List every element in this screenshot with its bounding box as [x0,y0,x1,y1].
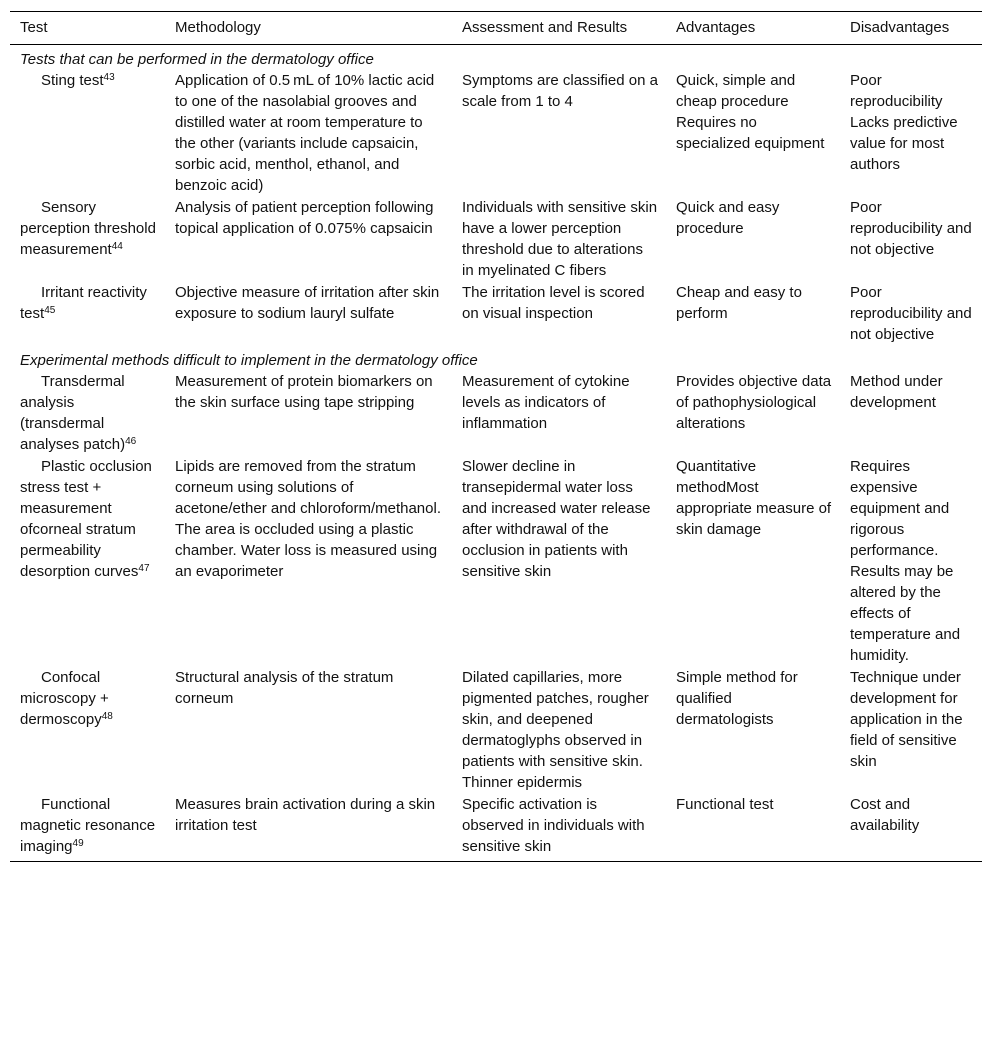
table-row [10,371,982,456]
header-assessment: Assessment and Results [452,12,666,45]
disadvantages-cell [840,282,982,346]
disadvantages-cell [840,667,982,794]
advantage-item: Quantitative methodMost appropriate measure of skin damage [676,458,832,538]
methodology-cell: Objective measure of irritation after skin exposure to sodium lauryl sulfate [175,284,440,322]
methodology-cell: Lipids are removed from the stratum corneum using solutions of acetone/ether and chloroform/methanol. The area is occluded using a plastic chamber. Water loss is measured using an evaporimeter [175,458,441,580]
assessment-cell: Dilated capillaries, more pigmented patches, rougher skin, and deepened dermatoglyphs observed in patients with sensitive skin. Thinner epidermis [462,669,649,791]
advantages-cell [666,456,840,667]
test-name: Confocal microscopy + dermoscopy$^{48}$ [20,669,113,728]
disadvantage-item: Poor reproducibility and not objective [850,199,972,258]
header-disadvantages: Disadvantages [840,12,982,45]
group-heading: Tests that can be performed in the dermatology office [20,51,374,68]
advantages-cell [666,794,840,862]
advantage-item: Requires no specialized equipment [676,114,825,152]
reference-number: 45 [44,305,56,316]
group-heading-row [10,45,982,71]
advantages-cell [666,70,840,197]
advantage-item: Quick and easy procedure [676,199,780,237]
table-body [10,45,982,862]
advantage-item: Cheap and easy to perform [676,284,802,322]
test-name: Plastic occlusion stress test + measurement ofcorneal stratum permeability desorption curves$^{47}$ [20,458,152,580]
advantages-cell [666,371,840,456]
disadvantages-cell [840,371,982,456]
assessment-cell: Specific activation is observed in individuals with sensitive skin [462,796,645,855]
table-row [10,197,982,282]
group-heading-row [10,346,982,371]
table-row [10,456,982,667]
disadvantages-cell [840,70,982,197]
header-test: Test [10,12,165,45]
disadvantages-cell [840,456,982,667]
table-wrapper [10,11,982,862]
disadvantage-item: Cost and availability [850,796,920,834]
advantage-item: Simple method for qualified dermatologists [676,669,798,728]
test-name: Irritant reactivity test$^{45}$ [20,284,147,322]
header-methodology: Methodology [165,12,452,45]
assessment-cell: The irritation level is scored on visual inspection [462,284,645,322]
assessment-cell: Individuals with sensitive skin have a lower perception threshold due to alterations in myelinated C fibers [462,199,658,279]
table-row [10,667,982,794]
reference-number: 47 [138,563,150,574]
methodology-cell: Measurement of protein biomarkers on the skin surface using tape stripping [175,373,433,411]
advantage-item: Provides objective data of pathophysiological alterations [676,373,832,432]
test-name: Sting test$^{43}$ [41,72,115,89]
disadvantage-item: Poor reproducibility [850,72,943,110]
reference-number: 43 [103,72,115,83]
test-name: Transdermal analysis (transdermal analyses patch)$^{46}$ [20,373,137,453]
disadvantage-item: Lacks predictive value for most authors [850,114,958,173]
reference-number: 44 [111,241,123,252]
methodology-cell: Measures brain activation during a skin irritation test [175,796,436,834]
methodology-cell: Structural analysis of the stratum corneum [175,669,394,707]
advantage-item: Functional test [676,796,774,813]
disadvantage-item: Requires expensive equipment and rigorous performance. Results may be altered by the effects of temperature and humidity. [850,458,961,664]
disadvantage-item: Technique under development for application in the field of sensitive skin [850,669,963,770]
table-row [10,282,982,346]
advantages-cell [666,282,840,346]
test-name: Functional magnetic resonance imaging$^{49}$ [20,796,156,855]
disadvantages-cell [840,794,982,862]
table-row [10,70,982,197]
methodology-cell: Application of 0.5 mL of 10% lactic acid to one of the nasolabial grooves and distilled water at room temperature to the other (variants include capsaicin, sorbic acid, menthol, ethanol, and benzoic acid) [175,72,435,194]
reference-number: 46 [125,436,137,447]
advantages-cell [666,667,840,794]
header-row [10,12,982,45]
reference-number: 49 [72,838,84,849]
header-advantages: Advantages [666,12,840,45]
table-header [10,12,982,45]
methodology-cell: Analysis of patient perception following topical application of 0.075% capsaicin [175,199,434,237]
reference-number: 48 [101,711,113,722]
disadvantages-cell [840,197,982,282]
disadvantage-item: Method under development [850,373,943,411]
sensitive-skin-tests-table [10,11,982,862]
group-heading: Experimental methods difficult to implement in the dermatology office [20,352,478,369]
test-name: Sensory perception threshold measurement$^{44}$ [20,199,156,258]
table-row [10,794,982,862]
assessment-cell: Slower decline in transepidermal water loss and increased water release after withdrawal of the occlusion in patients with sensitive skin [462,458,651,580]
disadvantage-item: Poor reproducibility and not objective [850,284,972,343]
assessment-cell: Measurement of cytokine levels as indicators of inflammation [462,373,630,432]
advantages-cell [666,197,840,282]
advantage-item: Quick, simple and cheap procedure [676,72,796,110]
assessment-cell: Symptoms are classified on a scale from 1 to 4 [462,72,658,110]
